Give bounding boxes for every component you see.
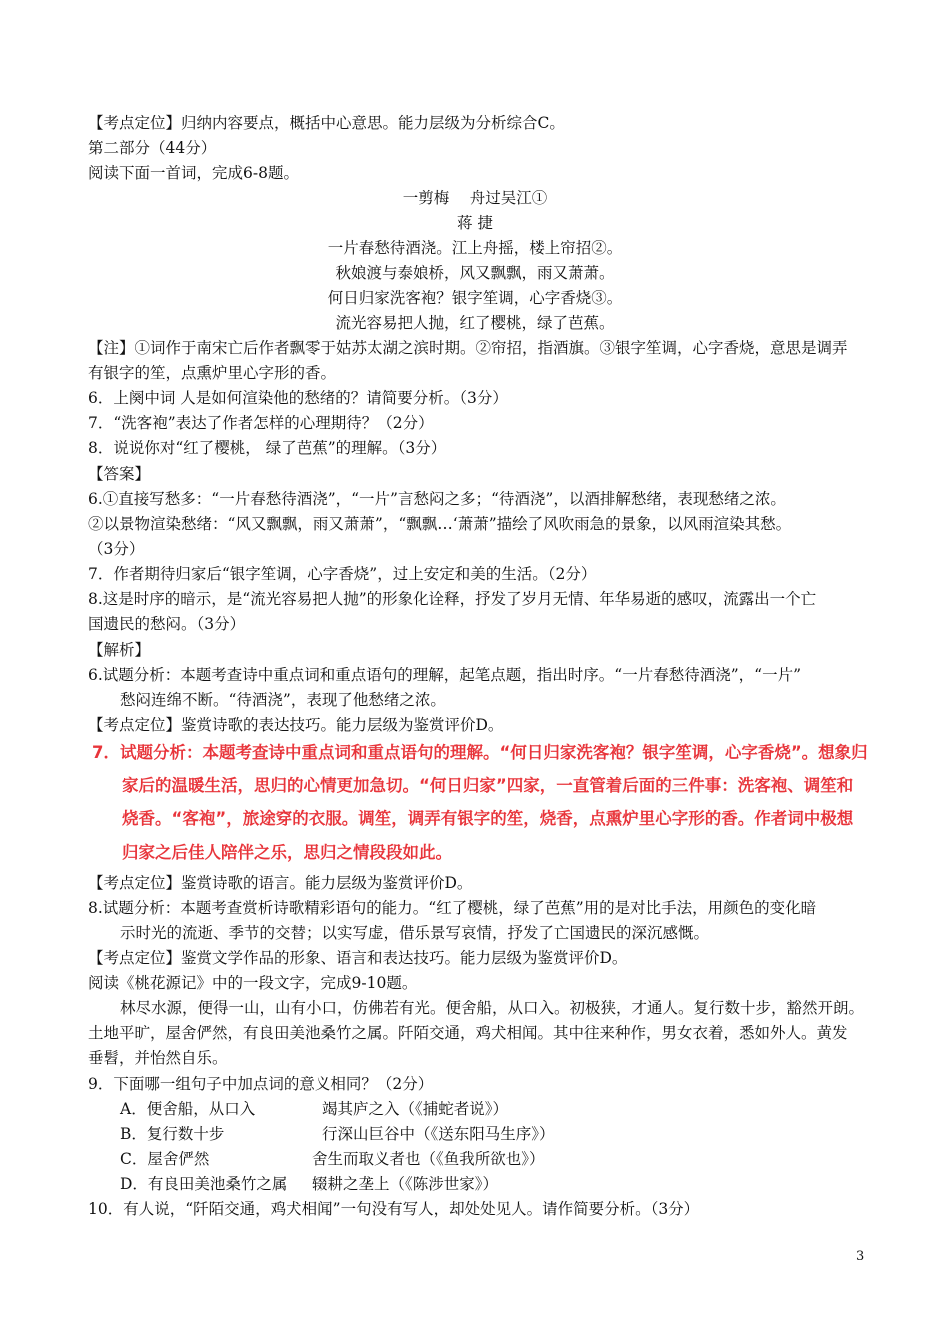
passage-line: 土地平旷，屋舍俨然，有良田美池桑竹之属。阡陌交通，鸡犬相闻。其中往来种作，男女衣着，悉如外人。黄发 <box>88 1024 848 1042</box>
poem-author: 蒋 捷 <box>457 214 493 232</box>
option-c-left: C．屋舍俨然 <box>120 1150 210 1168</box>
poem-line: 秋娘渡与泰娘桥，风又飘飘，雨又萧萧。 <box>335 264 615 282</box>
option-b-left: B．复行数十步 <box>120 1125 225 1143</box>
option-a-left: A．便舍船，从口入 <box>120 1100 256 1118</box>
answer-line: 国遗民的愁闷。（3分） <box>88 615 246 633</box>
answer-line: 8.这是时序的暗示，是“流光容易把人抛”的形象化诠释，抒发了岁月无情、年华易逝的感叹，流露出一个亡 <box>88 590 817 608</box>
answer-line: 7．作者期待归家后“银字笙调，心字香烧”，过上安定和美的生活。（2分） <box>88 565 597 583</box>
note-line: 有银字的笙，点熏炉里心字形的香。 <box>88 364 337 382</box>
instruction-line: 阅读下面一首词，完成6-8题。 <box>88 164 299 182</box>
answer-heading: 【答案】 <box>88 465 151 483</box>
analysis-line: 愁闷连绵不断。“待酒浇”，表现了他愁绪之浓。 <box>120 691 446 709</box>
question-9: 9．下面哪一组句子中加点词的意义相同？（2分） <box>88 1075 434 1093</box>
answer-line: （3分） <box>88 540 145 558</box>
kaodian-line: 【考点定位】归纳内容要点，概括中心意思。能力层级为分析综合C。 <box>88 114 565 132</box>
answer-line: ②以景物渲染愁绪：“风又飘飘，雨又萧萧”，“飘飘…‘萧萧”描绘了风吹雨急的景象，以风雨渲染其愁。 <box>88 515 792 533</box>
question-7: 7．“洗客袍”表达了作者怎样的心理期待？（2分） <box>88 414 434 432</box>
highlighted-analysis-line: 烧香。“客袍”，旅途穿的衣服。调笙，调弄有银字的笙，烧香，点熏炉里心字形的香。作者词中极想 <box>122 809 854 828</box>
option-b <box>120 1122 910 1146</box>
poem-line: 流光容易把人抛，红了樱桃，绿了芭蕉。 <box>335 314 615 332</box>
poem-title: 一剪梅 舟过吴江① <box>402 189 548 207</box>
option-d-left: D．有良田美池桑竹之属 <box>120 1175 288 1193</box>
option-a <box>120 1097 910 1121</box>
kaodian-line: 【考点定位】鉴赏诗歌的表达技巧。能力层级为鉴赏评价D。 <box>88 716 504 734</box>
highlighted-analysis-line: 家后的温暖生活，思归的心情更加急切。“何日归家”四家，一直管着后面的三件事：洗客袍、调笙和 <box>122 776 854 795</box>
option-d-right: 辍耕之垄上（《陈涉世家》） <box>312 1175 499 1193</box>
instruction-line: 阅读《桃花源记》中的一段文字，完成9-10题。 <box>88 974 418 992</box>
poem-line: 一片春愁待酒浇。江上舟摇，楼上帘招②。 <box>327 239 623 257</box>
question-6: 6．上阕中词 人是如何渲染他的愁绪的？请简要分析。（3分） <box>88 389 508 407</box>
option-d <box>120 1172 910 1196</box>
analysis-line: 6.试题分析：本题考查诗中重点词和重点语句的理解，起笔点题，指出时序。“一片春愁待酒浇”，“一片” <box>88 666 801 684</box>
poem-line: 何日归家洗客袍？银字笙调，心字香烧③。 <box>327 289 623 307</box>
option-a-right: 竭其庐之入（《捕蛇者说》） <box>322 1100 509 1118</box>
analysis-heading: 【解析】 <box>88 641 151 659</box>
note-line: 【注】①词作于南宋亡后作者飘零于姑苏太湖之滨时期。②帘招，指酒旗。③银字笙调，心字香烧，意思是调弄 <box>88 339 848 357</box>
highlighted-analysis-line: 7．试题分析：本题考查诗中重点词和重点语句的理解。“何日归家洗客袍？银字笙调，心字香烧”。想象归 <box>92 743 868 762</box>
kaodian-line: 【考点定位】鉴赏文学作品的形象、语言和表达技巧。能力层级为鉴赏评价D。 <box>88 949 628 967</box>
option-b-right: 行深山巨谷中（《送东阳马生序》） <box>322 1125 555 1143</box>
analysis-line: 示时光的流逝、季节的交替；以实写虚，借乐景写哀情，抒发了亡国遗民的深沉感慨。 <box>120 924 710 942</box>
answer-line: 6.①直接写愁多：“一片春愁待酒浇”，“一片”言愁闷之多；“待酒浇”，以酒排解愁绪，表现愁绪之浓。 <box>88 490 786 508</box>
option-c <box>120 1147 910 1171</box>
analysis-line: 8.试题分析：本题考查赏析诗歌精彩语句的能力。“红了樱桃，绿了芭蕉”用的是对比手法，用颜色的变化暗 <box>88 899 817 917</box>
highlighted-analysis-line: 归家之后佳人陪伴之乐，思归之情段段如此。 <box>122 843 452 862</box>
section-heading: 第二部分（44分） <box>88 139 217 157</box>
question-10: 10．有人说，“阡陌交通，鸡犬相闻”一句没有写人，却处处见人。请作简要分析。（3分） <box>88 1200 700 1218</box>
page-number: 3 <box>856 1249 865 1264</box>
passage-line: 垂髫，并怡然自乐。 <box>88 1049 228 1067</box>
kaodian-line: 【考点定位】鉴赏诗歌的语言。能力层级为鉴赏评价D。 <box>88 874 473 892</box>
passage-line: 林尽水源，便得一山，山有小口，仿佛若有光。便舍船，从口入。初极狭，才通人。复行数十步，豁然开朗。 <box>120 999 865 1017</box>
question-8: 8．说说你对“红了樱桃， 绿了芭蕉”的理解。（3分） <box>88 439 447 457</box>
option-c-right: 舍生而取义者也（《鱼我所欲也》） <box>312 1150 545 1168</box>
